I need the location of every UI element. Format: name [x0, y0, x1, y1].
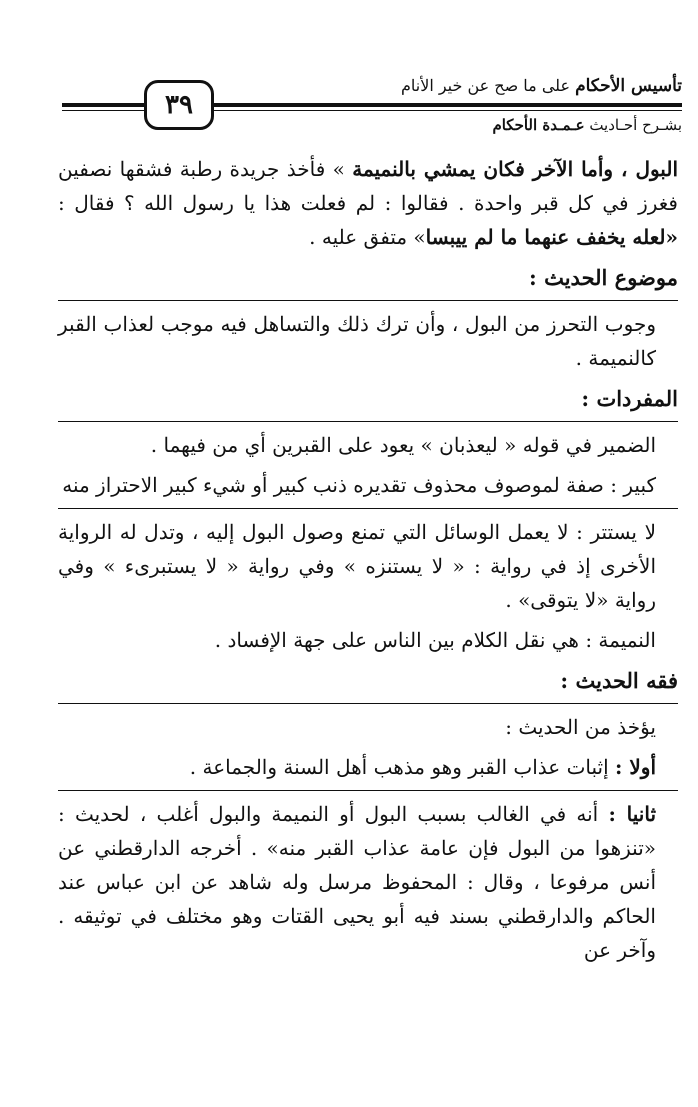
- fiqh-point-1-label: أولا :: [615, 755, 656, 779]
- fiqh-point-1-text: إثبات عذاب القبر وهو مذهب أهل السنة والجماعة .: [189, 755, 609, 779]
- hadith-bold-1: البول ، وأما الآخر فكان يمشي بالنميمة: [352, 157, 678, 181]
- section-divider: [58, 508, 678, 509]
- fiqh-point-2-label: ثانيا :: [608, 802, 657, 826]
- section-title-vocabulary: المفردات :: [581, 386, 678, 411]
- book-subtitle-prefix: بشـرح أحـاديث: [589, 116, 682, 134]
- fiqh-point-1: [58, 750, 678, 784]
- hadith-text-1: » فأخذ جريدة رطبة فشقها نصفين فغرز في كل قبر واحدة . فقالوا : لم فعلت هذا يا رسول الله ؟ فقال :: [58, 157, 678, 215]
- section-divider: [58, 421, 678, 422]
- fiqh-point-2-text: أنه في الغالب بسبب البول أو النميمة والبول أغلب ، لحديث : «تنزهوا من البول فإن عامة عذاب القبر منه» . أخرجه الدارقطني عن أنس مرفوعا ، وقال : المحفوظ مرسل وله شاهد عن ابن عباس عند الحاكم والدارقطني بسند فيه أبو يحيى القتات وهو مختلف في توثيقه . وآخر عن: [58, 802, 656, 962]
- page-body: [58, 152, 678, 973]
- section-title-topic: موضوع الحديث :: [529, 265, 678, 290]
- vocab-yastatir: لا يستتر : لا يعمل الوسائل التي تمنع وصول البول إليه ، وتدل له الرواية الأخرى إذ في رواية : « لا يستنزه » وفي رواية « لا يستبرىء » وفي رواية «لا يتوقى» .: [58, 520, 656, 612]
- hadith-text-2: » متفق عليه .: [309, 225, 426, 249]
- section-divider: [58, 703, 678, 704]
- book-title-bold: تأسيس الأحكام: [575, 76, 682, 96]
- section-divider: [58, 300, 678, 301]
- page-number: ٣٩: [144, 80, 214, 130]
- hadith-bold-2: «لعله يخفف عنهما ما لم ييبسا: [425, 225, 678, 249]
- section-title-fiqh: فقه الحديث :: [560, 668, 678, 693]
- vocab-kabir: كبير : صفة لموصوف محذوف تقديره ذنب كبير أو شيء كبير الاحتراز منه: [62, 473, 656, 497]
- hadith-text: [58, 152, 678, 254]
- fiqh-point-2: [58, 797, 678, 967]
- vocab-namima: النميمة : هي نقل الكلام بين الناس على جهة الإفساد .: [214, 628, 656, 652]
- fiqh-intro: يؤخذ من الحديث :: [505, 715, 656, 739]
- book-title: [401, 76, 682, 96]
- book-title-rest: على ما صح عن خير الأنام: [400, 76, 570, 95]
- book-subtitle-bold: عـمـدة الأحكام: [492, 116, 585, 134]
- section-divider: [58, 790, 678, 791]
- page-header: [62, 70, 682, 140]
- book-subtitle: [492, 116, 682, 134]
- topic-text: وجوب التحرز من البول ، وأن ترك ذلك والتساهل فيه موجب لعذاب القبر كالنميمة .: [58, 312, 656, 370]
- vocab-pronoun: الضمير في قوله « ليعذبان » يعود على القبرين أي من فيهما .: [150, 433, 656, 457]
